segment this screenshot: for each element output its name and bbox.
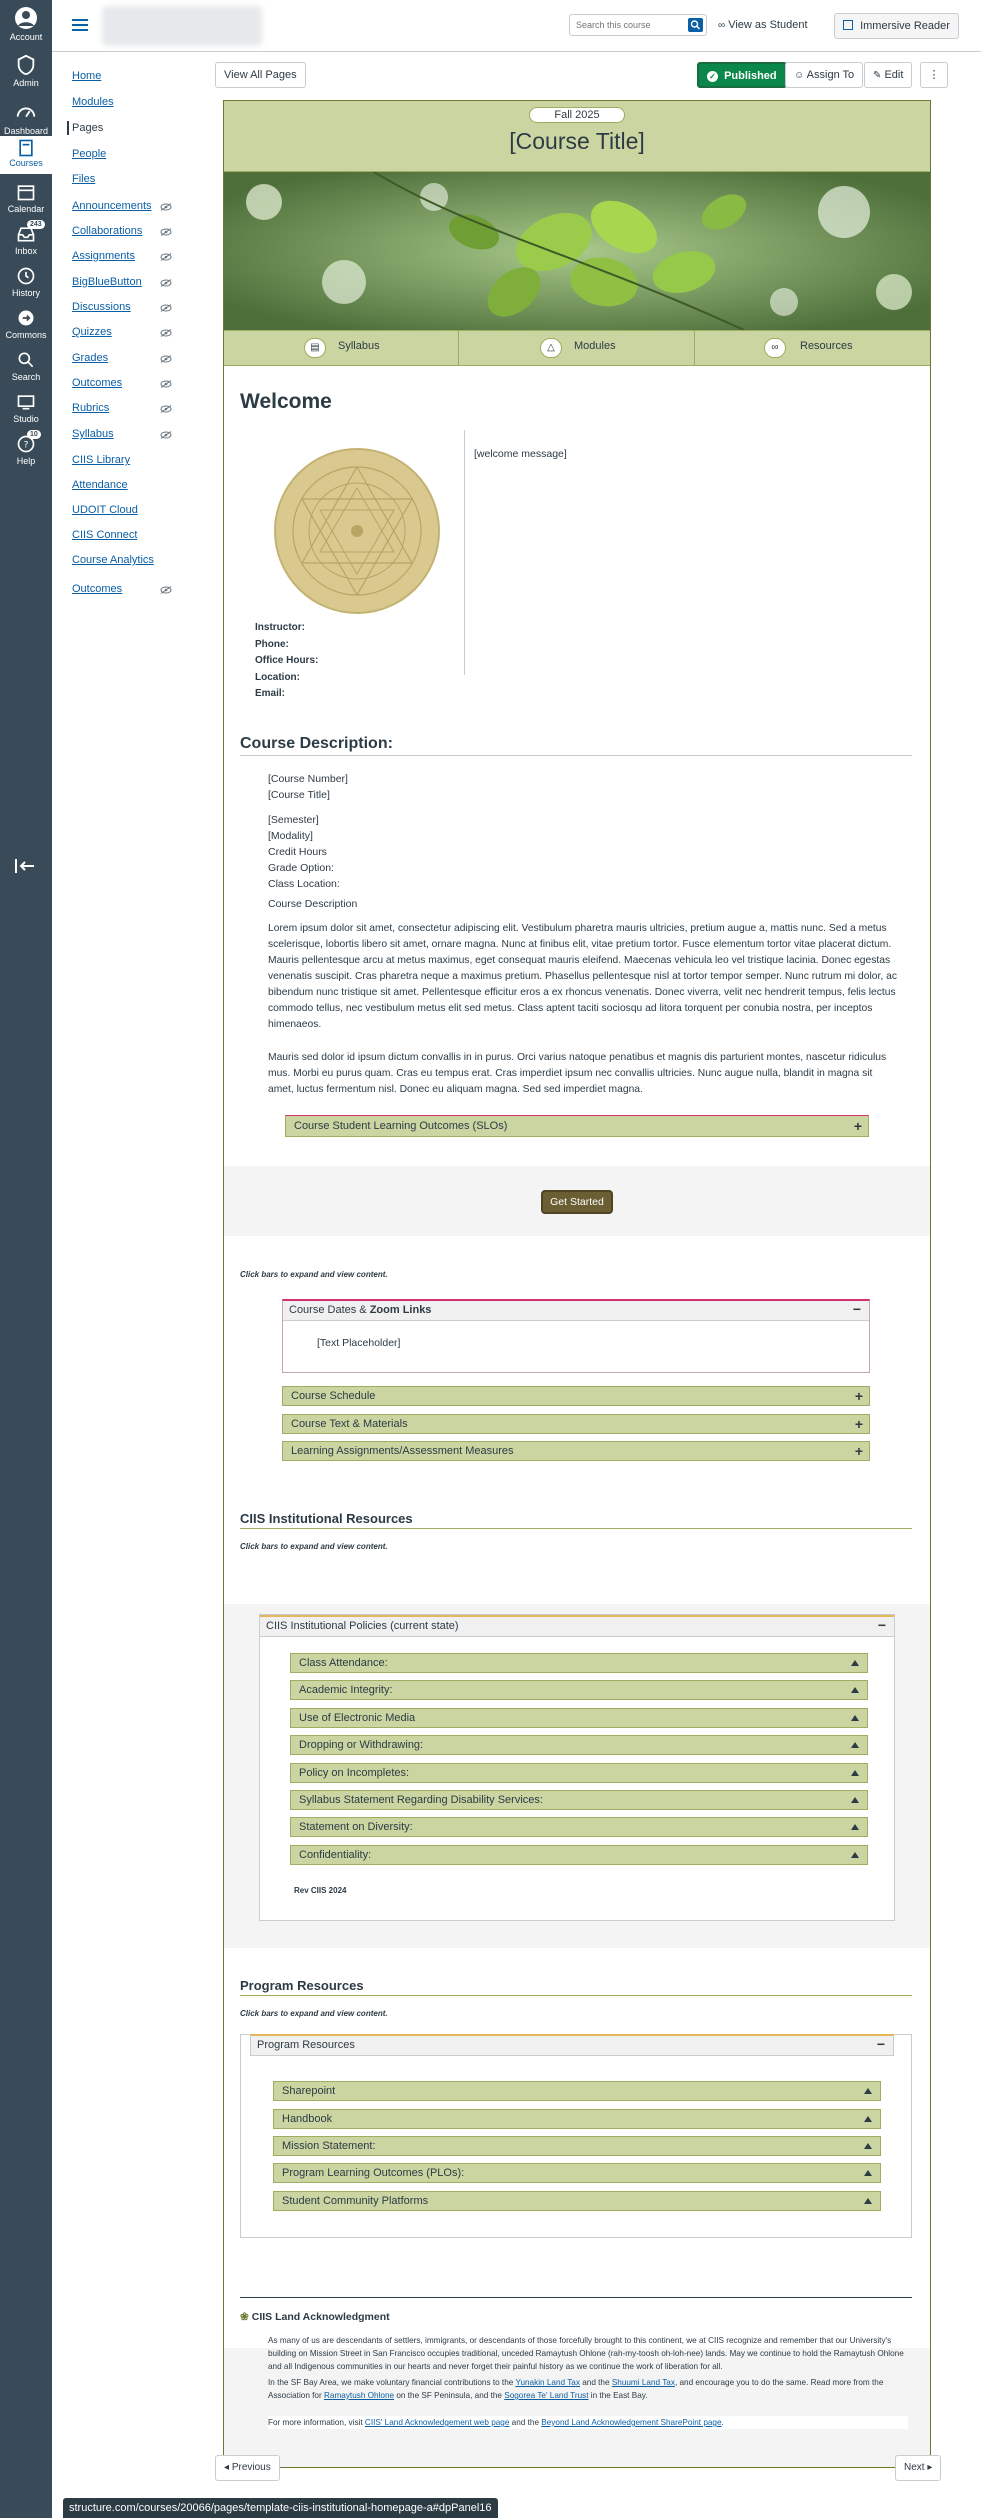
clock-icon	[16, 266, 36, 286]
caret-up-icon	[851, 1742, 859, 1748]
course-nav-collaborations[interactable]: Collaborations	[72, 225, 143, 237]
welcome-message: [welcome message]	[474, 448, 567, 460]
course-nav-ciis-connect[interactable]: CIIS Connect	[72, 529, 138, 541]
next-button[interactable]	[895, 2455, 941, 2481]
policy-accordion-item[interactable]	[290, 1763, 868, 1783]
accordion-label: Policy on Incompletes:	[299, 1767, 410, 1779]
institutional-heading: CIIS Institutional Resources	[240, 1511, 912, 1529]
accordion-label: Student Community Platforms	[282, 2195, 429, 2207]
caret-up-icon	[864, 2143, 872, 2149]
immersive-reader-label: Immersive Reader	[860, 20, 950, 32]
course-text-accordion[interactable]	[282, 1414, 870, 1434]
global-nav-label: History	[11, 288, 40, 298]
expand-instruction: Click bars to expand and view content.	[240, 1542, 388, 1551]
term-badge: Fall 2025	[529, 107, 625, 123]
status-url: structure.com/courses/20066/pages/template-ciis-institutional-homepage-a#dpPanel16	[63, 2498, 498, 2518]
accordion-label: Dropping or Withdrawing:	[299, 1739, 424, 1751]
inbox-badge: 243	[27, 220, 45, 229]
land-ack-divider	[240, 2297, 912, 2298]
text: in the East Bay.	[588, 2391, 648, 2400]
location-label: Location:	[255, 671, 300, 683]
book-icon	[16, 138, 36, 158]
hidden-eye-icon	[160, 586, 172, 594]
view-all-pages-button[interactable]: View All Pages	[215, 62, 306, 88]
chevron-left-icon: ◂	[224, 2462, 230, 2473]
course-dates-panel	[282, 1299, 870, 1373]
previous-button[interactable]	[215, 2455, 280, 2481]
chevron-right-icon: ▸	[927, 2462, 933, 2473]
course-nav-rubrics[interactable]: Rubrics	[72, 402, 110, 414]
published-button[interactable]	[697, 62, 787, 88]
modules-icon: △	[540, 338, 562, 358]
global-nav-label: Admin	[13, 78, 39, 88]
global-nav-label: Calendar	[7, 204, 45, 214]
course-search[interactable]	[569, 14, 707, 36]
land-ack-para-3	[268, 2416, 908, 2429]
global-nav-label: Commons	[5, 330, 47, 340]
hidden-eye-icon	[160, 228, 172, 236]
assign-to-label: Assign To	[806, 69, 855, 81]
mandala-image	[274, 448, 440, 614]
dashboard-icon	[15, 102, 37, 124]
accordion-label: Class Attendance:	[299, 1657, 388, 1669]
accordion-label: Course Text & Materials	[291, 1418, 408, 1430]
get-started-button[interactable]: Get Started	[541, 1190, 613, 1214]
institutional-panel-header[interactable]	[260, 1615, 894, 1637]
plus-icon: +	[854, 1443, 863, 1459]
global-nav-label: Courses	[9, 158, 43, 168]
course-nav-announcements[interactable]: Announcements	[72, 200, 152, 212]
active-indicator	[67, 121, 69, 135]
published-label: Published	[724, 70, 777, 82]
global-nav-commons[interactable]	[0, 302, 52, 350]
accordion-label: Sharepoint	[282, 2085, 336, 2097]
global-nav-label: Search	[11, 372, 41, 382]
yunakin-link[interactable]: Yunakin Land Tax	[515, 2378, 580, 2387]
avatar-icon	[14, 6, 38, 30]
course-description-para-1: Lorem ipsum dolor sit amet, consectetur adipiscing elit. Vestibulum pharetra mauris ultricies, pretium augue a, mattis nunc. Sed a metus scelerisque, lobortis libero sit amet, ornare magna. Nunc at finibus elit, vitae pretium tortor. Fusce elementum tortor vitae placerat dictum. Mauris pellentesque arcu at metus maximus, eget consequat mauris eleifend. Maecenas vehicula leo vel tristique lacinia. Donec egestas venenatis suscipit. Cras pharetra neque a maximus pretium. Phasellus pellentesque nisl at tortor tempor semper. Nunc rutrum mi dolor, ac bibendum nunc tristique sit amet. Pellentesque efficitur eros a ex rhoncus venenatis. Donec viverra, velit nec hendrerit tempus, felis lectus commodo tellus, nec vestibulum metus elit sed metus. Class aptent taciti sociosqu ad litora torquent per conubia nostra, per inceptos himenaeos.	[268, 923, 897, 1030]
hidden-eye-icon	[160, 380, 172, 388]
search-icon	[688, 18, 703, 32]
course-number: [Course Number]	[268, 773, 348, 785]
text: on the SF Peninsula, and the	[394, 2391, 505, 2400]
edit-button[interactable]	[864, 62, 912, 88]
course-nav-bigbluebutton[interactable]: BigBlueButton	[72, 276, 142, 288]
policy-accordion-item[interactable]	[290, 1653, 868, 1673]
course-nav-quizzes[interactable]: Quizzes	[72, 326, 112, 338]
class-location: Class Location:	[268, 878, 340, 890]
immersive-reader-icon	[843, 20, 853, 30]
course-title: [Course Title]	[509, 128, 645, 154]
collapse-arrow-icon	[14, 858, 36, 874]
more-options-button[interactable]	[920, 62, 948, 88]
caret-up-icon	[851, 1852, 859, 1858]
minus-icon: −	[876, 2036, 885, 2052]
hidden-eye-icon	[160, 304, 172, 312]
text: and the	[509, 2418, 542, 2427]
policy-accordion-item[interactable]	[290, 1790, 868, 1810]
grade-option: Grade Option:	[268, 862, 334, 874]
caret-up-icon	[851, 1660, 859, 1666]
immersive-reader-button[interactable]	[834, 13, 959, 39]
global-nav-search[interactable]	[0, 344, 52, 392]
hidden-eye-icon	[160, 405, 172, 413]
global-nav-label: Inbox	[14, 246, 38, 256]
panel-title: Program Resources	[257, 2039, 355, 2051]
ramaytush-link[interactable]: Ramaytush Ohlone	[323, 2391, 395, 2400]
banner-nav-resources[interactable]	[696, 331, 930, 365]
course-description-heading: Course Description:	[240, 735, 912, 756]
program-section	[224, 1948, 930, 2348]
panel-title: CIIS Institutional Policies (current state)	[266, 1620, 459, 1632]
banner-nav-label: Modules	[574, 340, 616, 352]
program-panel	[240, 2034, 912, 2238]
text: , and encourage you to do the same. Read more from the Association for	[268, 2378, 884, 2400]
person-icon: ☺	[794, 70, 805, 81]
instructor-label: Instructor:	[255, 622, 305, 633]
land-ack-heading	[240, 2311, 390, 2323]
global-nav-courses[interactable]	[0, 136, 52, 174]
caret-up-icon	[851, 1687, 859, 1693]
glasses-icon: ∞	[718, 20, 726, 31]
plus-icon: +	[853, 1118, 862, 1134]
caret-up-icon	[864, 2198, 872, 2204]
checkmark-icon: ✓	[707, 71, 718, 82]
accordion-label: Statement on Diversity:	[299, 1821, 413, 1833]
edit-label: Edit	[884, 69, 904, 81]
policy-accordion-item[interactable]	[290, 1817, 868, 1837]
course-info-section	[224, 1236, 930, 1604]
course-dates-header[interactable]	[283, 1301, 869, 1321]
commons-icon	[16, 308, 36, 328]
paperclip-icon: ∞	[764, 338, 786, 358]
accordion-label: Academic Integrity:	[299, 1684, 393, 1696]
banner-nav-modules[interactable]	[460, 331, 695, 365]
plus-icon: +	[854, 1388, 863, 1404]
banner-nav-label: Syllabus	[338, 340, 380, 352]
email-label: Email:	[255, 688, 286, 699]
program-accordion-item[interactable]	[273, 2109, 881, 2129]
accordion-label: Syllabus Statement Regarding Disability Services:	[299, 1794, 543, 1806]
calendar-icon	[16, 182, 36, 202]
course-nav-modules[interactable]: Modules	[72, 96, 114, 108]
slo-label: Course Student Learning Outcomes (SLOs)	[294, 1120, 508, 1132]
global-navigation	[0, 0, 52, 2518]
program-accordion-item[interactable]	[273, 2081, 881, 2101]
welcome-heading: Welcome	[240, 390, 332, 413]
hidden-eye-icon	[160, 279, 172, 287]
global-nav-label: Account	[9, 32, 43, 42]
course-title-line: [Course Title]	[268, 789, 330, 801]
global-nav-calendar[interactable]	[0, 176, 52, 224]
expand-instruction: Click bars to expand and view content.	[240, 2009, 388, 2018]
pencil-icon: ✎	[873, 70, 882, 81]
course-schedule-accordion[interactable]	[282, 1386, 870, 1406]
course-nav-files[interactable]: Files	[72, 173, 96, 185]
zoom-links-title: Zoom Links	[369, 1304, 432, 1316]
welcome-section	[224, 366, 930, 1166]
course-nav-syllabus[interactable]: Syllabus	[72, 428, 114, 440]
leaves-image	[224, 172, 930, 330]
text: For more information, visit	[268, 2418, 365, 2427]
search-icon	[16, 350, 36, 370]
expand-instruction: Click bars to expand and view content.	[240, 1270, 388, 1279]
accordion-label: Confidentiality:	[299, 1849, 372, 1861]
course-nav-outcomes[interactable]: Outcomes	[72, 377, 123, 389]
credit-hours: Credit Hours	[268, 846, 327, 858]
course-nav-pages[interactable]: Pages	[72, 122, 104, 134]
global-nav-history[interactable]	[0, 260, 52, 308]
course-nav-udoit-cloud[interactable]: UDOIT Cloud	[72, 504, 138, 516]
global-nav-label: Studio	[13, 414, 39, 424]
global-nav-label: Dashboard	[3, 126, 49, 136]
semester: [Semester]	[268, 814, 319, 826]
hidden-eye-icon	[160, 355, 172, 363]
banner-image	[224, 172, 930, 330]
shuumi-link[interactable]: Shuumi Land Tax	[611, 2378, 675, 2387]
sogorea-link[interactable]: Sogorea Te' Land Trust	[504, 2391, 589, 2400]
assessment-accordion[interactable]	[282, 1441, 870, 1461]
land-ack-title: CIIS Land Acknowledgment	[251, 2311, 390, 2323]
accordion-label: Mission Statement:	[282, 2140, 376, 2152]
text: In the SF Bay Area, we make voluntary financial contributions to the	[268, 2378, 516, 2387]
course-nav-attendance[interactable]: Attendance	[72, 479, 128, 491]
search-input[interactable]	[574, 16, 684, 34]
course-nav-assignments[interactable]: Assignments	[72, 250, 135, 262]
caret-up-icon	[864, 2088, 872, 2094]
accordion-label: Handbook	[282, 2113, 333, 2125]
policy-accordion-item[interactable]	[290, 1680, 868, 1700]
page-content	[223, 100, 931, 2468]
view-as-student-button[interactable]	[718, 13, 808, 37]
course-description-para-2: Mauris sed dolor id ipsum dictum convallis in in purus. Orci varius natoque penatibus et magnis dis parturient montes, nascetur ridiculus mus. Morbi eu purus quam. Cras eu tempus erat. Cras imperdiet ipsum nec convallis ultricies. Nunc augue nulla, blandit in magna sit amet, luctus fermentum nisl. Donec eu aliquam magna. Sed sed imperdiet magna.	[268, 1052, 887, 1095]
course-nav-people[interactable]: People	[72, 148, 107, 160]
accordion-label: Use of Electronic Media	[299, 1712, 416, 1724]
minus-icon: −	[852, 1301, 861, 1317]
text-placeholder: [Text Placeholder]	[317, 1337, 401, 1349]
program-heading: Program Resources	[240, 1978, 912, 1996]
hidden-eye-icon	[160, 203, 172, 211]
svg-text:?: ?	[23, 439, 29, 451]
global-nav-label: Help	[16, 456, 36, 466]
text: .	[721, 2418, 724, 2427]
minus-icon: −	[877, 1617, 886, 1633]
accordion-label: Program Learning Outcomes (PLOs):	[282, 2167, 465, 2179]
global-nav-admin[interactable]	[0, 48, 52, 96]
slo-accordion[interactable]	[285, 1115, 869, 1137]
revision-label: Rev CIIS 2024	[294, 1886, 347, 1895]
course-description-subheading: Course Description	[268, 898, 358, 910]
course-meta-2	[268, 812, 340, 892]
studio-icon	[16, 392, 36, 412]
banner-nav-label: Resources	[800, 340, 853, 352]
global-nav-studio[interactable]	[0, 386, 52, 434]
caret-up-icon	[851, 1770, 859, 1776]
top-bar	[52, 0, 981, 52]
text: and the	[579, 2378, 612, 2387]
caret-up-icon	[864, 2116, 872, 2122]
global-nav-account[interactable]	[0, 0, 52, 48]
view-as-student-label: View as Student	[728, 19, 808, 31]
course-nav-outcomes[interactable]: Outcomes	[72, 583, 123, 595]
feather-icon: ❀	[240, 2311, 249, 2323]
program-panel-header[interactable]	[250, 2034, 894, 2056]
land-ack-para-1: As many of us are descendants of settlers, immigrants, or descendants of those forcefully brought to this continent, we at CIIS recognize and remember that our University's building on Mission Street in San Francisco occupies traditional, unceded Ramaytush Ohlone (rah-my-toosh oh-loh-nee) lands. May we continue to hold the Ramaytush Ohlone and all Indigenous communities in our hearts and never forget their painful history as we continue the work of liberation for all.	[268, 2336, 904, 2371]
next-label: Next	[904, 2462, 925, 2473]
banner-nav	[224, 330, 930, 366]
land-ack-para-2	[268, 2376, 908, 2402]
kebab-icon: ⋮	[928, 69, 940, 81]
hidden-eye-icon	[160, 329, 172, 337]
hamburger-menu-icon[interactable]	[72, 19, 88, 31]
search-submit-button[interactable]	[688, 18, 703, 32]
program-accordion-item[interactable]	[273, 2191, 881, 2211]
collapse-nav-button[interactable]	[14, 858, 36, 879]
sharepoint-link[interactable]: Beyond Land Acknowledgement SharePoint page	[541, 2418, 722, 2427]
course-nav-home[interactable]: Home	[72, 70, 102, 82]
accordion-label: Course Schedule	[291, 1390, 376, 1402]
assign-to-button[interactable]	[785, 62, 863, 88]
banner-nav-syllabus[interactable]	[224, 331, 459, 365]
global-nav-inbox[interactable]	[0, 218, 52, 266]
course-nav-ciis-library[interactable]: CIIS Library	[72, 454, 131, 466]
breadcrumb-blurred	[102, 6, 262, 46]
policy-accordion-item[interactable]	[290, 1735, 868, 1755]
course-dates-title: Course Dates &	[289, 1304, 370, 1316]
caret-up-icon	[851, 1797, 859, 1803]
shield-icon	[15, 54, 37, 76]
course-meta-1	[268, 771, 348, 803]
course-nav-course-analytics[interactable]: Course Analytics	[72, 554, 154, 566]
caret-up-icon	[864, 2170, 872, 2176]
program-accordion-item[interactable]	[273, 2163, 881, 2183]
previous-label: Previous	[231, 2462, 271, 2473]
institutional-panel	[259, 1614, 895, 1921]
document-icon: ▤	[304, 338, 326, 358]
caret-up-icon	[851, 1715, 859, 1721]
accordion-label: Learning Assignments/Assessment Measures	[291, 1445, 514, 1457]
plus-icon: +	[854, 1416, 863, 1432]
course-banner-header	[224, 101, 930, 172]
course-nav-discussions[interactable]: Discussions	[72, 301, 131, 313]
office-hours-label: Office Hours:	[255, 655, 319, 666]
policy-accordion-item[interactable]	[290, 1708, 868, 1728]
program-accordion-item[interactable]	[273, 2136, 881, 2156]
course-nav-grades[interactable]: Grades	[72, 352, 109, 364]
phone-label: Phone:	[255, 638, 289, 650]
help-badge: 10	[27, 430, 41, 439]
divider	[464, 430, 465, 675]
hidden-eye-icon	[160, 253, 172, 261]
global-nav-help[interactable]	[0, 428, 52, 476]
land-ack-web-link[interactable]: CIIS' Land Acknowledgement web page	[364, 2418, 510, 2427]
modality: [Modality]	[268, 830, 313, 842]
caret-up-icon	[851, 1824, 859, 1830]
instructor-info	[255, 620, 318, 703]
hidden-eye-icon	[160, 431, 172, 439]
policy-accordion-item[interactable]	[290, 1845, 868, 1865]
